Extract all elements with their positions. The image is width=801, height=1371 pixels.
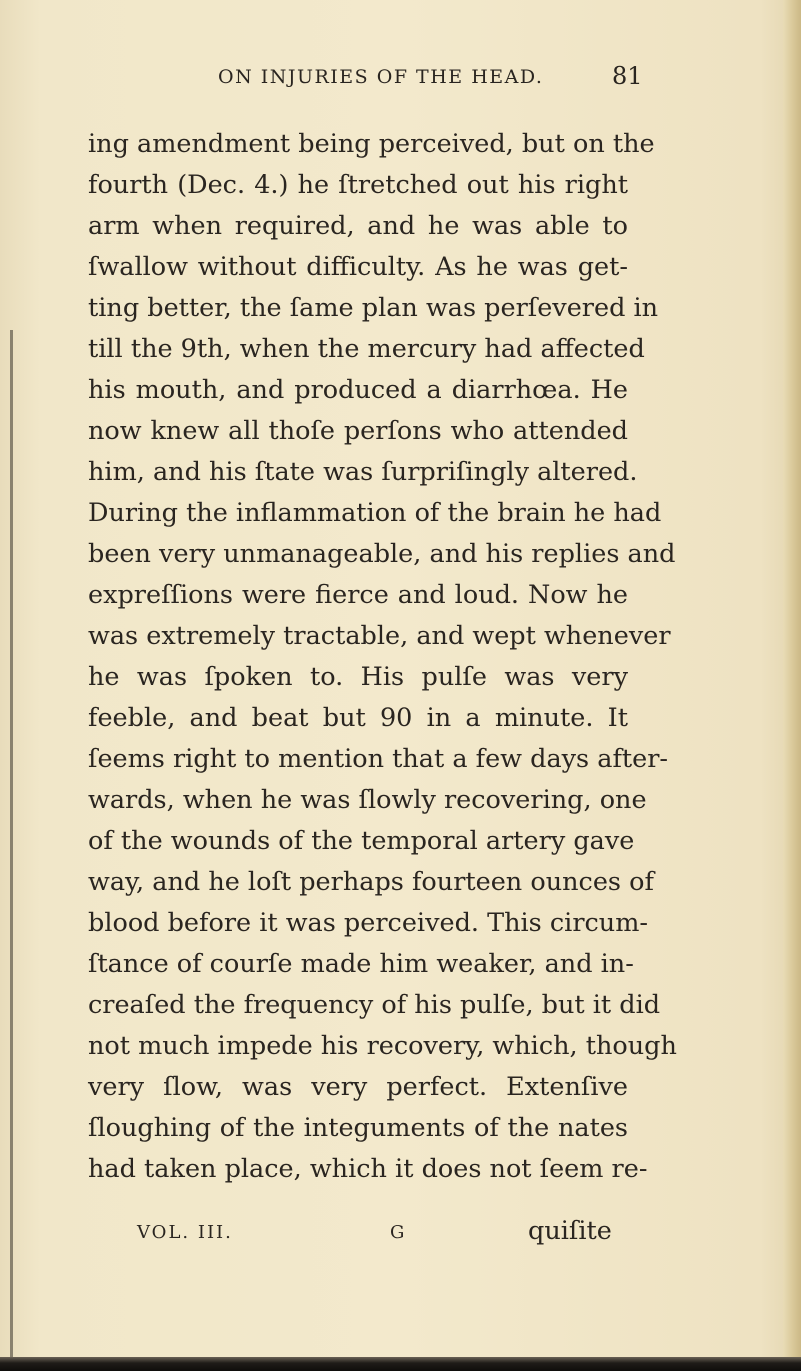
text-line: way, and he loſt perhaps fourteen ounces of	[88, 867, 654, 897]
text-line: was extremely tractable, and wept whenever	[88, 621, 671, 651]
text-line: ſtance of courſe made him weaker, and in-	[88, 949, 634, 979]
page-edge-shadow	[10, 330, 13, 1371]
text-line: very ſlow, was very perfect. Extenſive	[88, 1072, 628, 1102]
signature-mark: G	[390, 1222, 405, 1243]
text-line: ting better, the ſame plan was perſevered in	[88, 293, 659, 323]
page-number: 81	[612, 62, 643, 90]
text-line: his mouth, and produced a diarrhœa. He	[88, 375, 628, 405]
text-line: of the wounds of the temporal artery gave	[88, 826, 635, 856]
text-line: he was ſpoken to. His pulſe was very	[88, 662, 628, 692]
text-line: During the inflammation of the brain he had	[88, 498, 662, 528]
text-line: had taken place, which it does not ſeem re-	[88, 1154, 648, 1184]
body-text	[88, 124, 677, 1190]
page-footer	[0, 1216, 801, 1250]
catchword: quiſite	[528, 1216, 612, 1246]
text-line: wards, when he was ſlowly recovering, one	[88, 785, 647, 815]
text-line: not much impede his recovery, which, though	[88, 1031, 677, 1061]
page-gutter-shadow	[783, 0, 801, 1371]
page-bottom-edge	[0, 1357, 801, 1371]
text-line: ing amendment being perceived, but on the	[88, 129, 655, 159]
text-line: arm when required, and he was able to	[88, 211, 628, 241]
text-line: expreſſions were fierce and loud. Now he	[88, 580, 628, 610]
page-header	[0, 62, 801, 96]
text-line: creaſed the frequency of his pulſe, but it did	[88, 990, 661, 1020]
text-line: now knew all thoſe perſons who attended	[88, 416, 628, 446]
text-line: blood before it was perceived. This circum-	[88, 908, 649, 938]
volume-marker: VOL. III.	[137, 1222, 233, 1243]
text-line: been very unmanageable, and his replies and	[88, 539, 676, 569]
text-line: feeble, and beat but 90 in a minute. It	[88, 703, 628, 733]
text-line: ſloughing of the integuments of the nates	[88, 1113, 628, 1143]
text-line: till the 9th, when the mercury had affected	[88, 334, 645, 364]
text-line: him, and his ſtate was ſurpriſingly altered.	[88, 457, 638, 487]
text-line: ſwallow without difficulty. As he was get-	[88, 252, 628, 282]
running-head: ON INJURIES OF THE HEAD.	[218, 66, 544, 88]
text-line: fourth (Dec. 4.) he ſtretched out his right	[88, 170, 628, 200]
text-line: ſeems right to mention that a few days after-	[88, 744, 669, 774]
